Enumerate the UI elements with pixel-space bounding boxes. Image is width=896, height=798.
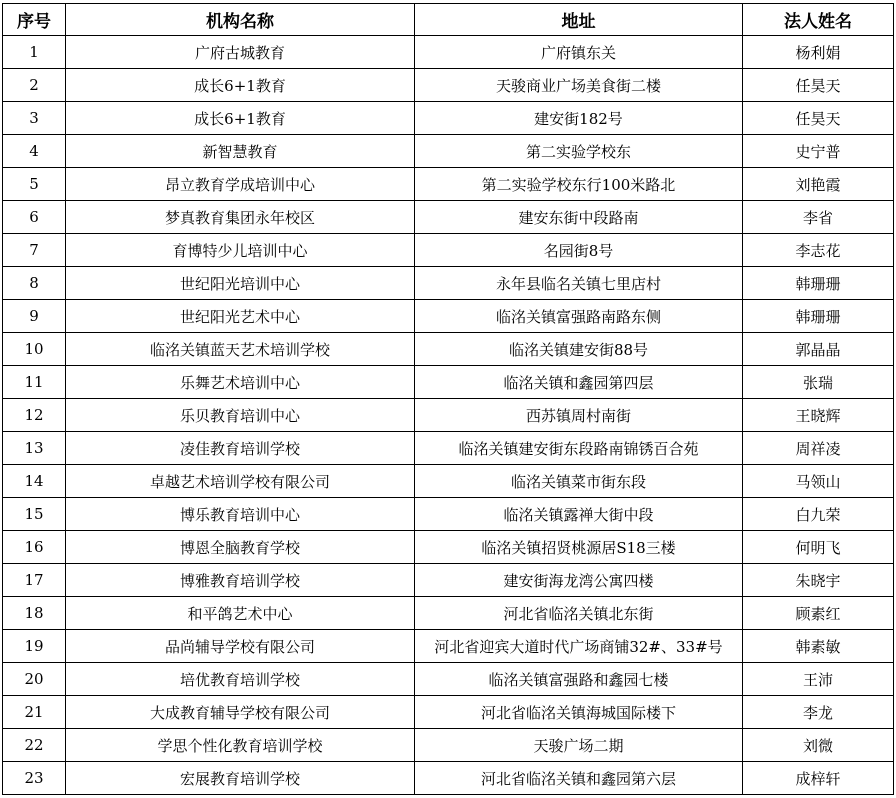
cell-legal-representative: 白九荣: [743, 498, 894, 531]
table-row: [3, 762, 894, 795]
cell-address: 广府镇东关: [415, 36, 743, 69]
cell-institution-name: 学思个性化教育培训学校: [66, 729, 415, 762]
cell-serial-number: 2: [3, 69, 66, 102]
cell-institution-name: 卓越艺术培训学校有限公司: [66, 465, 415, 498]
cell-institution-name: 博雅教育培训学校: [66, 564, 415, 597]
table-body: [3, 36, 894, 795]
cell-institution-name: 临洺关镇蓝天艺术培训学校: [66, 333, 415, 366]
cell-legal-representative: 韩珊珊: [743, 267, 894, 300]
table-row: [3, 201, 894, 234]
cell-serial-number: 15: [3, 498, 66, 531]
cell-legal-representative: 顾素红: [743, 597, 894, 630]
cell-institution-name: 成长6+1教育: [66, 102, 415, 135]
cell-serial-number: 23: [3, 762, 66, 795]
cell-serial-number: 9: [3, 300, 66, 333]
table-row: [3, 729, 894, 762]
header-row: [3, 4, 894, 36]
cell-serial-number: 22: [3, 729, 66, 762]
cell-address: 建安东街中段路南: [415, 201, 743, 234]
cell-serial-number: 5: [3, 168, 66, 201]
cell-serial-number: 21: [3, 696, 66, 729]
cell-address: 临洺关镇建安街88号: [415, 333, 743, 366]
cell-serial-number: 14: [3, 465, 66, 498]
table-row: [3, 597, 894, 630]
table-row: [3, 234, 894, 267]
table-row: [3, 69, 894, 102]
cell-institution-name: 广府古城教育: [66, 36, 415, 69]
cell-address: 临洺关镇招贤桃源居S18三楼: [415, 531, 743, 564]
cell-serial-number: 10: [3, 333, 66, 366]
cell-address: 临洺关镇和鑫园第四层: [415, 366, 743, 399]
table-row: [3, 498, 894, 531]
cell-legal-representative: 李志花: [743, 234, 894, 267]
cell-address: 建安街海龙湾公寓四楼: [415, 564, 743, 597]
table-row: [3, 135, 894, 168]
cell-institution-name: 育博特少儿培训中心: [66, 234, 415, 267]
table-row: [3, 432, 894, 465]
cell-serial-number: 8: [3, 267, 66, 300]
cell-legal-representative: 刘微: [743, 729, 894, 762]
cell-address: 建安街182号: [415, 102, 743, 135]
cell-address: 天骏商业广场美食街二楼: [415, 69, 743, 102]
cell-legal-representative: 李龙: [743, 696, 894, 729]
cell-serial-number: 13: [3, 432, 66, 465]
cell-serial-number: 4: [3, 135, 66, 168]
table-row: [3, 399, 894, 432]
cell-institution-name: 博恩全脑教育学校: [66, 531, 415, 564]
cell-address: 临洺关镇富强路和鑫园七楼: [415, 663, 743, 696]
cell-legal-representative: 朱晓宇: [743, 564, 894, 597]
cell-institution-name: 乐舞艺术培训中心: [66, 366, 415, 399]
cell-institution-name: 世纪阳光艺术中心: [66, 300, 415, 333]
table-row: [3, 267, 894, 300]
cell-serial-number: 20: [3, 663, 66, 696]
cell-address: 河北省迎宾大道时代广场商铺32#、33#号: [415, 630, 743, 663]
cell-serial-number: 18: [3, 597, 66, 630]
cell-institution-name: 乐贝教育培训中心: [66, 399, 415, 432]
table-row: [3, 366, 894, 399]
cell-legal-representative: 史宁普: [743, 135, 894, 168]
cell-legal-representative: 王沛: [743, 663, 894, 696]
cell-address: 天骏广场二期: [415, 729, 743, 762]
cell-address: 临洺关镇建安街东段路南锦锈百合苑: [415, 432, 743, 465]
institution-table: [2, 3, 894, 795]
cell-serial-number: 19: [3, 630, 66, 663]
cell-address: 西苏镇周村南街: [415, 399, 743, 432]
cell-institution-name: 培优教育培训学校: [66, 663, 415, 696]
cell-institution-name: 梦真教育集团永年校区: [66, 201, 415, 234]
cell-legal-representative: 马领山: [743, 465, 894, 498]
cell-address: 临洺关镇富强路南路东侧: [415, 300, 743, 333]
cell-institution-name: 和平鸽艺术中心: [66, 597, 415, 630]
cell-address: 临洺关镇露禅大街中段: [415, 498, 743, 531]
cell-legal-representative: 任昊天: [743, 102, 894, 135]
table-row: [3, 663, 894, 696]
cell-legal-representative: 郭晶晶: [743, 333, 894, 366]
table-row: [3, 36, 894, 69]
table-header: [3, 4, 894, 36]
table-row: [3, 630, 894, 663]
header-address: 地址: [415, 4, 743, 36]
cell-legal-representative: 王晓辉: [743, 399, 894, 432]
cell-institution-name: 新智慧教育: [66, 135, 415, 168]
cell-legal-representative: 韩珊珊: [743, 300, 894, 333]
header-legal-representative: 法人姓名: [743, 4, 894, 36]
cell-serial-number: 7: [3, 234, 66, 267]
cell-address: 第二实验学校东: [415, 135, 743, 168]
header-serial-number: 序号: [3, 4, 66, 36]
cell-institution-name: 世纪阳光培训中心: [66, 267, 415, 300]
cell-address: 河北省临洺关镇北东街: [415, 597, 743, 630]
cell-serial-number: 16: [3, 531, 66, 564]
cell-serial-number: 1: [3, 36, 66, 69]
cell-legal-representative: 杨利娟: [743, 36, 894, 69]
cell-address: 永年县临名关镇七里店村: [415, 267, 743, 300]
cell-legal-representative: 刘艳霞: [743, 168, 894, 201]
table-row: [3, 696, 894, 729]
table-row: [3, 102, 894, 135]
cell-serial-number: 12: [3, 399, 66, 432]
table-row: [3, 531, 894, 564]
cell-address: 名园街8号: [415, 234, 743, 267]
cell-address: 河北省临洺关镇海城国际楼下: [415, 696, 743, 729]
cell-legal-representative: 韩素敏: [743, 630, 894, 663]
cell-institution-name: 宏展教育培训学校: [66, 762, 415, 795]
cell-serial-number: 6: [3, 201, 66, 234]
cell-institution-name: 昂立教育学成培训中心: [66, 168, 415, 201]
cell-serial-number: 11: [3, 366, 66, 399]
cell-address: 临洺关镇菜市街东段: [415, 465, 743, 498]
table-row: [3, 333, 894, 366]
table-row: [3, 564, 894, 597]
cell-serial-number: 17: [3, 564, 66, 597]
cell-legal-representative: 任昊天: [743, 69, 894, 102]
cell-address: 第二实验学校东行100米路北: [415, 168, 743, 201]
table-row: [3, 168, 894, 201]
table-row: [3, 300, 894, 333]
cell-institution-name: 博乐教育培训中心: [66, 498, 415, 531]
cell-legal-representative: 何明飞: [743, 531, 894, 564]
header-institution-name: 机构名称: [66, 4, 415, 36]
cell-legal-representative: 张瑞: [743, 366, 894, 399]
cell-institution-name: 凌佳教育培训学校: [66, 432, 415, 465]
cell-institution-name: 品尚辅导学校有限公司: [66, 630, 415, 663]
cell-address: 河北省临洺关镇和鑫园第六层: [415, 762, 743, 795]
table-row: [3, 465, 894, 498]
cell-institution-name: 成长6+1教育: [66, 69, 415, 102]
cell-legal-representative: 成梓轩: [743, 762, 894, 795]
cell-institution-name: 大成教育辅导学校有限公司: [66, 696, 415, 729]
cell-legal-representative: 周祥凌: [743, 432, 894, 465]
cell-legal-representative: 李省: [743, 201, 894, 234]
cell-serial-number: 3: [3, 102, 66, 135]
